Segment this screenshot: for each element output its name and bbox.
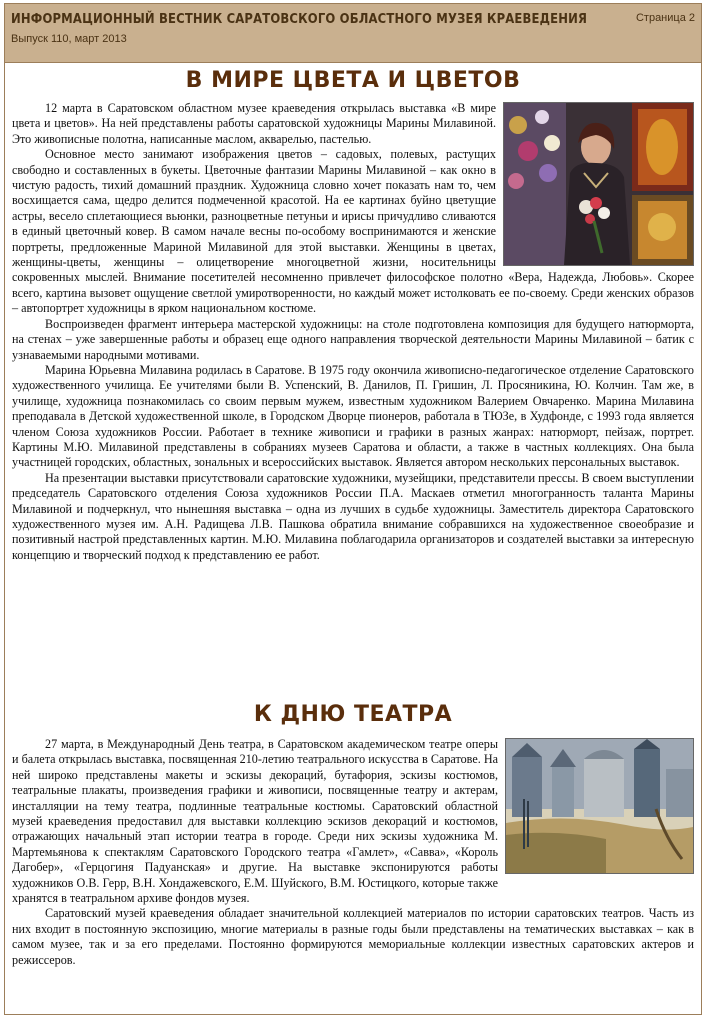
article-body-exhibition xyxy=(12,101,694,695)
newsletter-title: ИНФОРМАЦИОННЫЙ ВЕСТНИК САРАТОВСКОГО ОБЛАСТНОГО МУЗЕЯ КРАЕВЕДЕНИЯ xyxy=(11,11,588,27)
stage-set-sketch xyxy=(505,738,694,874)
page-number: Страница 2 xyxy=(635,12,695,24)
newsletter-page xyxy=(4,3,702,1015)
paragraph: Саратовский музей краеведения обладает значительной коллекцией материалов по истории саратовских театров. Часть из них входит в постоянную экспозицию, многие материалы в разные годы были представлены на тематических выставках – как в самом музее, так и за его пределами. Постоянно формируются мемориальные коллекции известных саратовских актеров и режиссеров. xyxy=(12,906,694,967)
issue-info: Выпуск 110, март 2013 xyxy=(11,33,127,45)
paragraph: На презентации выставки присутствовали саратовские художники, музейщики, представители прессы. В своем выступлении председатель Саратовского отделения Союза художников России П.А. Маскаев отметил многогранность таланта Марины Милавиной и подчеркнул, что нынешняя выставка – одна из лучших в судьбе художницы. Заместитель директора Саратовского художественного музея им. А.Н. Радищева Л.В. Пашкова обратила внимание собравшихся на художественное своеобразие и позитивный настрой представленных картин. М.Ю. Милавина поблагодарила организаторов и создателей выставки за интересную концепцию и творческий подход к представлению ее работ. xyxy=(12,470,694,562)
page-header xyxy=(5,4,701,63)
paragraph: 27 марта, в Международный День театра, в Саратовском академическом театре оперы и балета открылась выставка, посвященная 210-летию театрального искусства в Саратове. На ней широко представлены макеты и эскизы декораций, бутафория, эскизы костюмов, театральные плакаты, произведения графики и живописи, посвященные театру и актерам, инсталляции на тему театра, подлинные театральные костюмы. Саратовский областной музей краеведения предоставил для выставки коллекцию эскизов декораций и костюмов, отражающих начальный этап истории театра в городе. Среди них эскизы художника М. Мартемьянова к спектаклям Саратовского Городского театра «Гамлет», «Савва», «Король Дагобер», «Герцогиня Падуанская» и другие. На выставке экспонируются работы художников О.В. Герр, В.Н. Хондажевского, Е.М. Шуйского, В.М. Юстицкого, которые также хранятся в театральном архиве фондов музея. xyxy=(12,737,498,906)
article-title-exhibition: В МИРЕ ЦВЕТА И ЦВЕТОВ xyxy=(185,68,521,93)
paragraph: Воспроизведен фрагмент интерьера мастерской художницы: на столе подготовлена композиция для будущего натюрморта, на стенах – уже завершенные работы и образец еще одного направления творческой деятельности Марины Милавиной – батик с узнаваемыми народными мотивами. xyxy=(12,316,694,362)
paragraph: 12 марта в Саратовском областном музее краеведения открылась выставка «В мире цвета и цветов». На ней представлены работы саратовской художницы Марины Милавиной. Это живописные полотна, написанные маслом, акварелью, пастелью. xyxy=(12,101,496,146)
article-body-theatre xyxy=(12,737,694,1013)
paragraph: Марина Юрьевна Милавина родилась в Саратове. В 1975 году окончила живописно-педагогическое отделение Саратовского художественного училища. Ее учителями были В. Успенский, В. Данилов, П. Гришин, Л. Просяникина, Ю. Колчин. Там же, в училище, художница познакомилась со своим первым мужем, известным художником Валерием Овчаренко. Марина Милавина преподавала в Детской художественной школе, в Городском Дворце пионеров, работала в ТЮЗе, в Худфонде, с 1993 года является членом Союза художников России. Работает в технике живописи и графики в разных жанрах: натюрморт, пейзаж, портрет. Картины М.Ю. Милавиной представлены в собраниях музеев Саратова и области, а также в частных коллекциях. Она была участницей городских, областных, зональных и всероссийских выставок. Является автором нескольких персональных выставок. xyxy=(12,362,694,470)
paragraph: Основное место занимают изображения цветов – садовых, полевых, растущих свободно и составленных в букеты. Цветочные фантазии Марины Милавиной – как окно в чистую радость, тихий домашний праздник. Художница словно хочет показать нам то, чем восхищается сама, щедро делится подмеченной красотой. На ее картинах буйно цветущие астры, весело сплетающиеся вьюнки, разноцветные петуньи и ирисы причудливо сливаются в единый цветочный ковер. В самом начале весны по-особому воспринимаются и женские портреты, предложенные Мариной Милавиной для этой выставки. Женщины в цветах, женщины-цветы, женщины – олицетворение многоцветной жизни, носительницы сокровенных мыслей. Внимание посетителей несомненно привлечет философское полотно «Вера, Надежда, Любовь». Скорее всего, картина вызовет ощущение светлой умиротворенности, но каждый может истолковать ее по-своему. Среди женских образов – автопортрет художницы в ярком национальном костюме. xyxy=(12,147,694,316)
artist-photo xyxy=(503,102,694,266)
article-title-theatre: К ДНЮ ТЕАТРА xyxy=(253,702,453,727)
